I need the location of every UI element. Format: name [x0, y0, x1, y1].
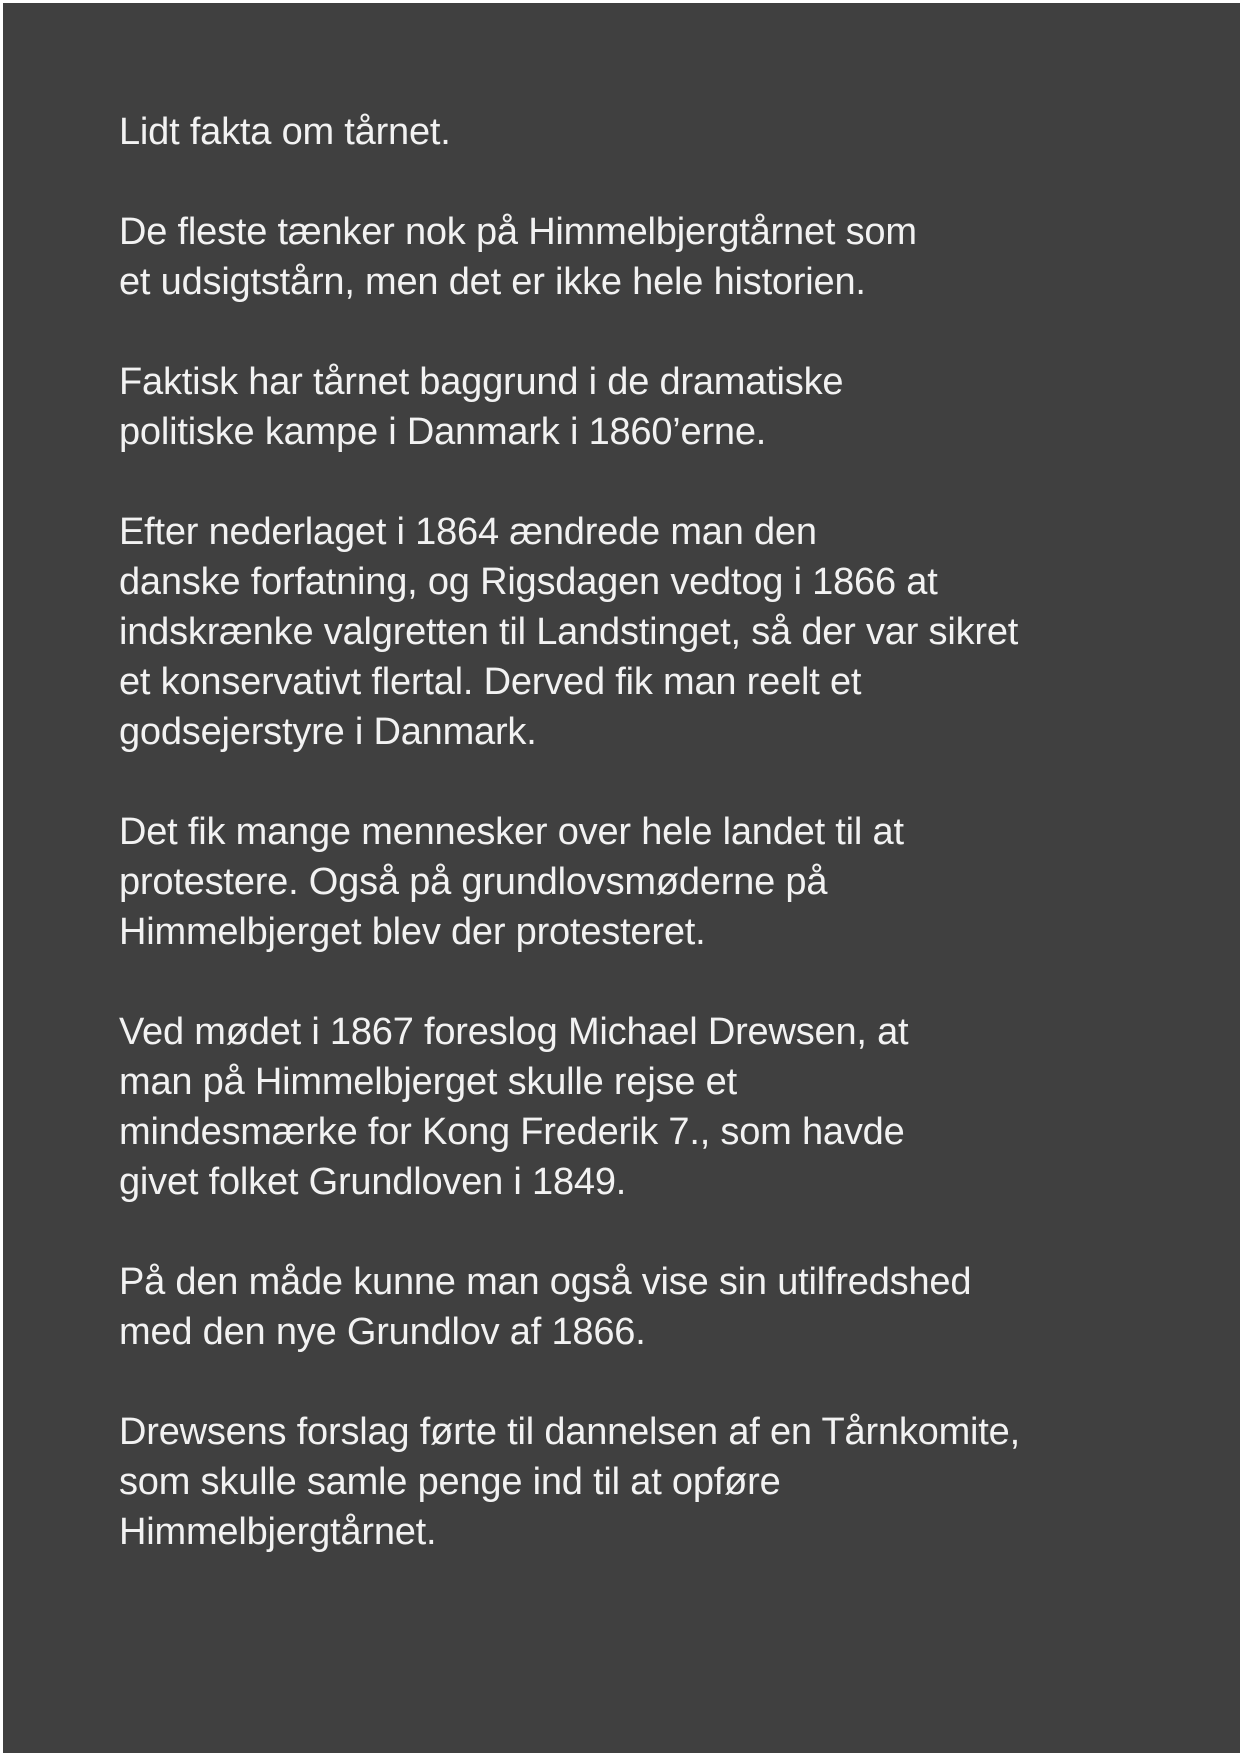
paragraph-line: Ved mødet i 1867 foreslog Michael Drewsen, at [119, 1011, 909, 1053]
paragraph-line: som skulle samle penge ind til at opføre [119, 1461, 781, 1503]
paragraph-line: De fleste tænker nok på Himmelbjergtårnet som [119, 211, 917, 253]
document-body [119, 107, 1129, 1607]
paragraph-line: givet folket Grundloven i 1849. [119, 1161, 627, 1203]
paragraph-line: et udsigtstårn, men det er ikke hele historien. [119, 261, 866, 303]
paragraph-line: Himmelbjerget blev der protesteret. [119, 911, 706, 953]
paragraph-line: danske forfatning, og Rigsdagen vedtog i 1866 at [119, 561, 938, 603]
paragraph-line: politiske kampe i Danmark i 1860’erne. [119, 411, 767, 453]
heading-line: Lidt fakta om tårnet. [119, 111, 451, 153]
paragraph-1 [119, 207, 1129, 307]
paragraph-6 [119, 1257, 1129, 1357]
paragraph-line: mindesmærke for Kong Frederik 7., som havde [119, 1111, 905, 1153]
paragraph-4 [119, 807, 1129, 957]
document-page [3, 3, 1240, 1753]
paragraph-line: Efter nederlaget i 1864 ændrede man den [119, 511, 817, 553]
paragraph-line: Drewsens forslag førte til dannelsen af en Tårnkomite, [119, 1411, 1020, 1453]
paragraph-line: indskrænke valgretten til Landstinget, så der var sikret [119, 611, 1019, 653]
document-heading [119, 107, 1129, 157]
paragraph-line: På den måde kunne man også vise sin utilfredshed [119, 1261, 972, 1303]
paragraph-line: godsejerstyre i Danmark. [119, 711, 537, 753]
paragraph-line: et konservativt flertal. Derved fik man reelt et [119, 661, 862, 703]
paragraph-7 [119, 1407, 1129, 1557]
paragraph-line: Det fik mange mennesker over hele landet til at [119, 811, 904, 853]
paragraph-line: Faktisk har tårnet baggrund i de dramatiske [119, 361, 844, 403]
paragraph-line: man på Himmelbjerget skulle rejse et [119, 1061, 737, 1103]
paragraph-3 [119, 507, 1129, 757]
paragraph-5 [119, 1007, 1129, 1207]
paragraph-line: protestere. Også på grundlovsmøderne på [119, 861, 828, 903]
paragraph-2 [119, 357, 1129, 457]
paragraph-line: med den nye Grundlov af 1866. [119, 1311, 646, 1353]
paragraph-line: Himmelbjergtårnet. [119, 1511, 437, 1553]
